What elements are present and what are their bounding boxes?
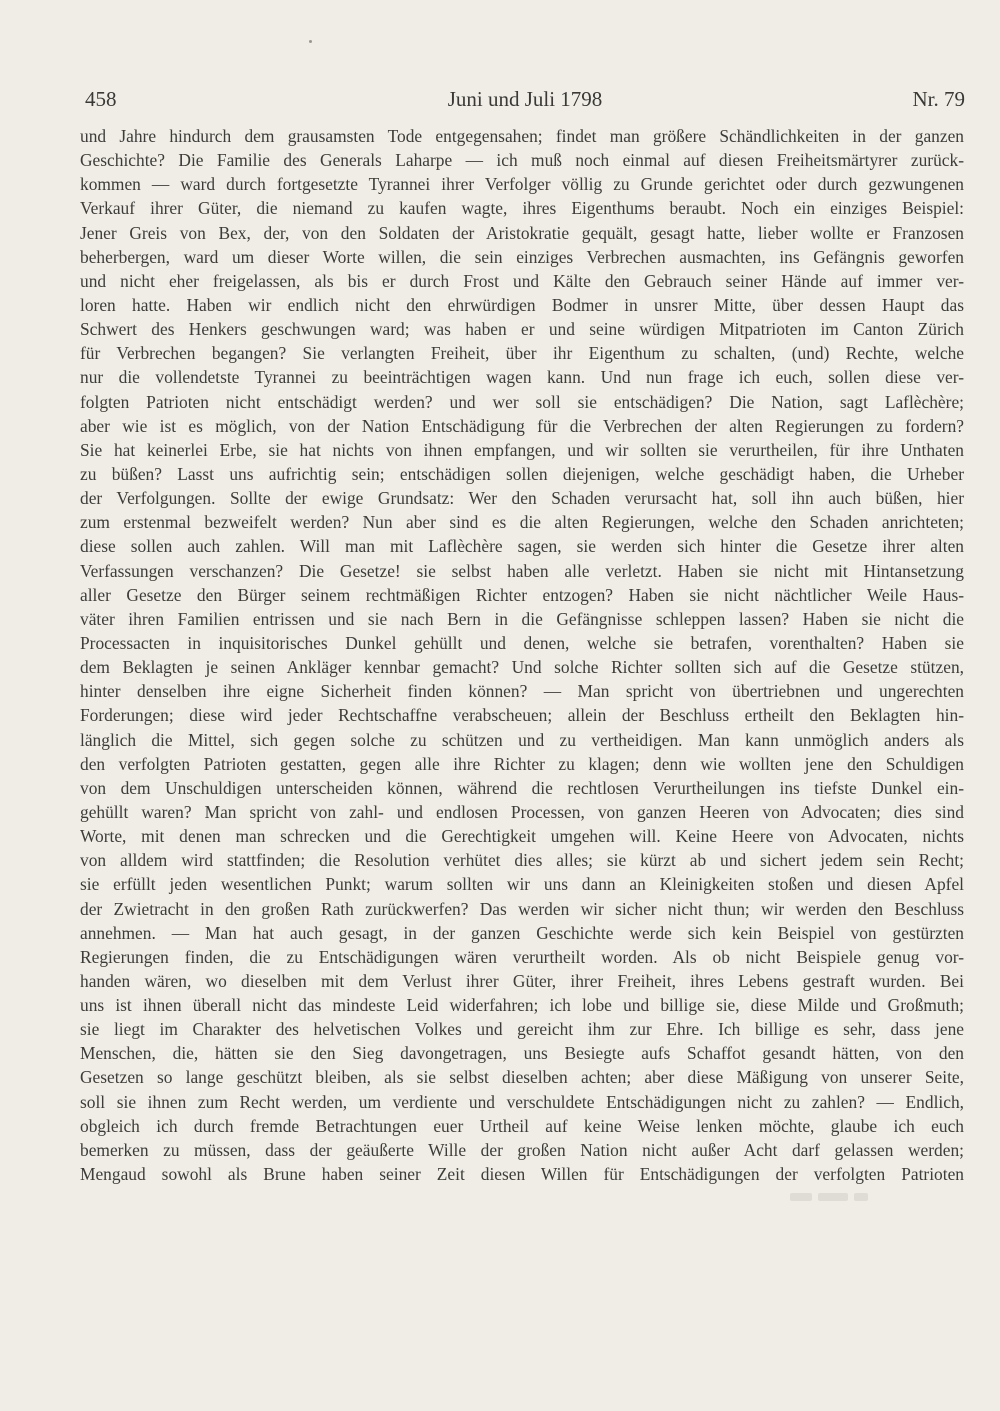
text-line: sie liegt im Charakter des helvetischen Volkes und gereicht ihm zur Ehre. Ich billige es sehr, dass jene [80,1019,964,1040]
text-line: beherbergen, ward um dieser Worte willen, die sein einziges Verbrechen ausmachten, ins Gefängnis geworfen [80,246,964,267]
issue-number: Nr. 79 [912,87,965,111]
text-line: dem Beklagten je seinen Ankläger kennbar gemacht? Und solche Richter sollten sich auf die Gesetze stützen, [80,657,964,678]
text-line: zum erstenmal bezweifelt werden? Nun aber sind es die alten Regierungen, welche den Schaden anrichteten; [80,512,964,533]
text-line: loren hatte. Haben wir endlich nicht den ehrwürdigen Bodmer in unsrer Mitte, über dessen Haupt das [80,294,964,315]
text-line: väter ihren Familien entrissen und sie nach Bern in die Gefängnisse schleppen lassen? Haben sie nicht die [80,608,964,629]
text-line: diese sollen auch zahlen. Will man mit Laflèchère sagen, sie werden sich hinter die Gesetze ihrer alten [80,536,964,557]
text-line: Forderungen; diese wird jeder Rechtschaffne verabscheuen; allein der Beschluss ertheilt den Beklagten hin- [80,705,964,726]
page-number: 458 [85,87,117,111]
text-line: handen wären, wo dieselben mit dem Verlust ihrer Güter, ihrer Freiheit, ihres Lebens gestraft wurden. Bei [80,970,964,991]
text-line: der Verfolgungen. Sollte der ewige Grundsatz: Wer den Schaden verursacht hat, soll ihn auch büßen, hier [80,488,964,509]
text-line: Menschen, die, hätten sie den Sieg davongetragen, uns Besiegte aufs Schaffot gesandt hätten, von den [80,1043,964,1064]
text-line: von dem Unschuldigen unterscheiden können, während die rechtlosen Verurtheilungen ins tiefste Dunkel ein- [80,777,964,798]
text-line: Processacten in inquisitorisches Dunkel gehüllt und denen, welche sie betrafen, vorenthalten? Haben sie [80,632,964,653]
print-speck [309,40,312,43]
text-line: nur die vollendetste Tyrannei zu beeinträchtigen wagen kann. Und nun frage ich euch, sollen diese ver- [80,367,964,388]
body-text [80,124,964,1186]
text-line: annehmen. — Man hat auch gesagt, in der ganzen Geschichte werde sich kein Beispiel von gestürzten [80,922,964,943]
text-line: Verfassungen verschanzen? Die Gesetze! sie selbst haben alle verletzt. Haben sie nicht mit Hintansetzung [80,560,964,581]
text-line: Sie hat keinerlei Erbe, sie hat nichts von ihnen empfangen, und wir sollten sie verurtheilen, für ihre Unthaten [80,439,964,460]
text-line: folgten Patrioten nicht entschädigt werden? und wer soll sie entschädigen? Die Nation, sagt Laflèchère; [80,391,964,412]
text-line: Mengaud sowohl als Brune haben seiner Zeit diesen Willen für Entschädigungen der verfolgten Patrioten [80,1164,964,1185]
show-through-marks [790,1188,890,1208]
text-line: Regierungen finden, die zu Entschädigungen wären verurtheilt worden. Als ob nicht Beispiele genug vor- [80,946,964,967]
running-title: Juni und Juli 1798 [447,87,603,111]
text-line: für Verbrechen begangen? Sie verlangten Freiheit, über ihr Eigenthum zu schalten, (und) Rechte, welche [80,343,964,364]
text-line: aber wie ist es möglich, von der Nation Entschädigung für die Verbrechen der alten Regierungen zu fordern? [80,415,964,436]
text-line: Gesetzen so lange geschützt bleiben, als sie selbst dieselben achten; aber diese Mäßigung von unserer Seite, [80,1067,964,1088]
text-line: länglich die Mittel, sich gegen solche zu schützen und zu vertheidigen. Man kann unmöglich anders als [80,729,964,750]
text-line: sie erfüllt jeden wesentlichen Punkt; warum sollten wir uns dann an Kleinigkeiten stoßen und diesen Apfel [80,874,964,895]
text-line: hinter denselben ihre eigne Sicherheit finden können? — Man spricht von übertriebnen und ungerechten [80,681,964,702]
text-line: und nicht eher freigelassen, als bis er durch Frost und Kälte den Gebrauch seiner Hände auf immer ver- [80,270,964,291]
text-line: zu büßen? Lasst uns aufrichtig sein; entschädigen sollen diejenigen, welche geschädigt haben, die Urheber [80,463,964,484]
text-line: Jener Greis von Bex, der, von den Soldaten der Aristokratie gequält, gesagt hatte, lieber wollte er Franzosen [80,222,964,243]
running-header [85,87,965,121]
text-line: uns ist ihnen überall nicht das mindeste Leid widerfahren; ich lobe und billige sie, diese Milde und Großmuth; [80,995,964,1016]
text-line: und Jahre hindurch dem grausamsten Tode entgegensahen; findet man größere Schändlichkeiten in der ganzen [80,126,964,146]
text-line: gehüllt waren? Man spricht von zahl- und endlosen Processen, von ganzen Heeren von Advocaten; dies sind [80,801,964,822]
text-line: der Zwietracht in den großen Rath zurückwerfen? Das werden wir sicher nicht thun; wir werden den Beschluss [80,898,964,919]
text-line: den verfolgten Patrioten gestatten, gegen alle ihre Richter zu klagen; denn wie wollten jene den Schuldigen [80,753,964,774]
text-line: Verkauf ihrer Güter, die niemand zu kaufen wagte, ihres Eigenthums beraubt. Noch ein einziges Beispiel: [80,198,964,219]
text-line: aller Gesetze den Bürger seinem rechtmäßigen Richter entzogen? Haben sie nicht nächtlicher Weile Haus- [80,584,964,605]
text-line: Geschichte? Die Familie des Generals Laharpe — ich muß noch einmal auf diesen Freiheitsmärtyrer zurück- [80,150,964,171]
text-line: Worte, mit denen man schrecken und die Gerechtigkeit umgehen will. Keine Heere von Advocaten, nichts [80,826,964,847]
text-line: von alldem wird stattfinden; die Resolution verhütet dies alles; sie kürzt ab und sichert jedem sein Recht; [80,850,964,871]
text-line: bemerken zu müssen, dass der geäußerte Wille der großen Nation nicht außer Acht darf gelassen werden; [80,1139,964,1160]
text-line: Schwert des Henkers geschwungen ward; was haben er und seine würdigen Mitpatrioten im Canton Zürich [80,319,964,340]
text-line: soll sie ihnen zum Recht werden, um verdiente und verschuldete Entschädigungen nicht zu zahlen? — Endlich, [80,1091,964,1112]
text-line: kommen — ward durch fortgesetzte Tyrannei ihrer Verfolger völlig zu Grunde gerichtet oder durch gezwungenen [80,174,964,195]
text-line: obgleich ich durch fremde Betrachtungen euer Urtheil auf keine Weise lenken möchte, glaube ich euch [80,1115,964,1136]
